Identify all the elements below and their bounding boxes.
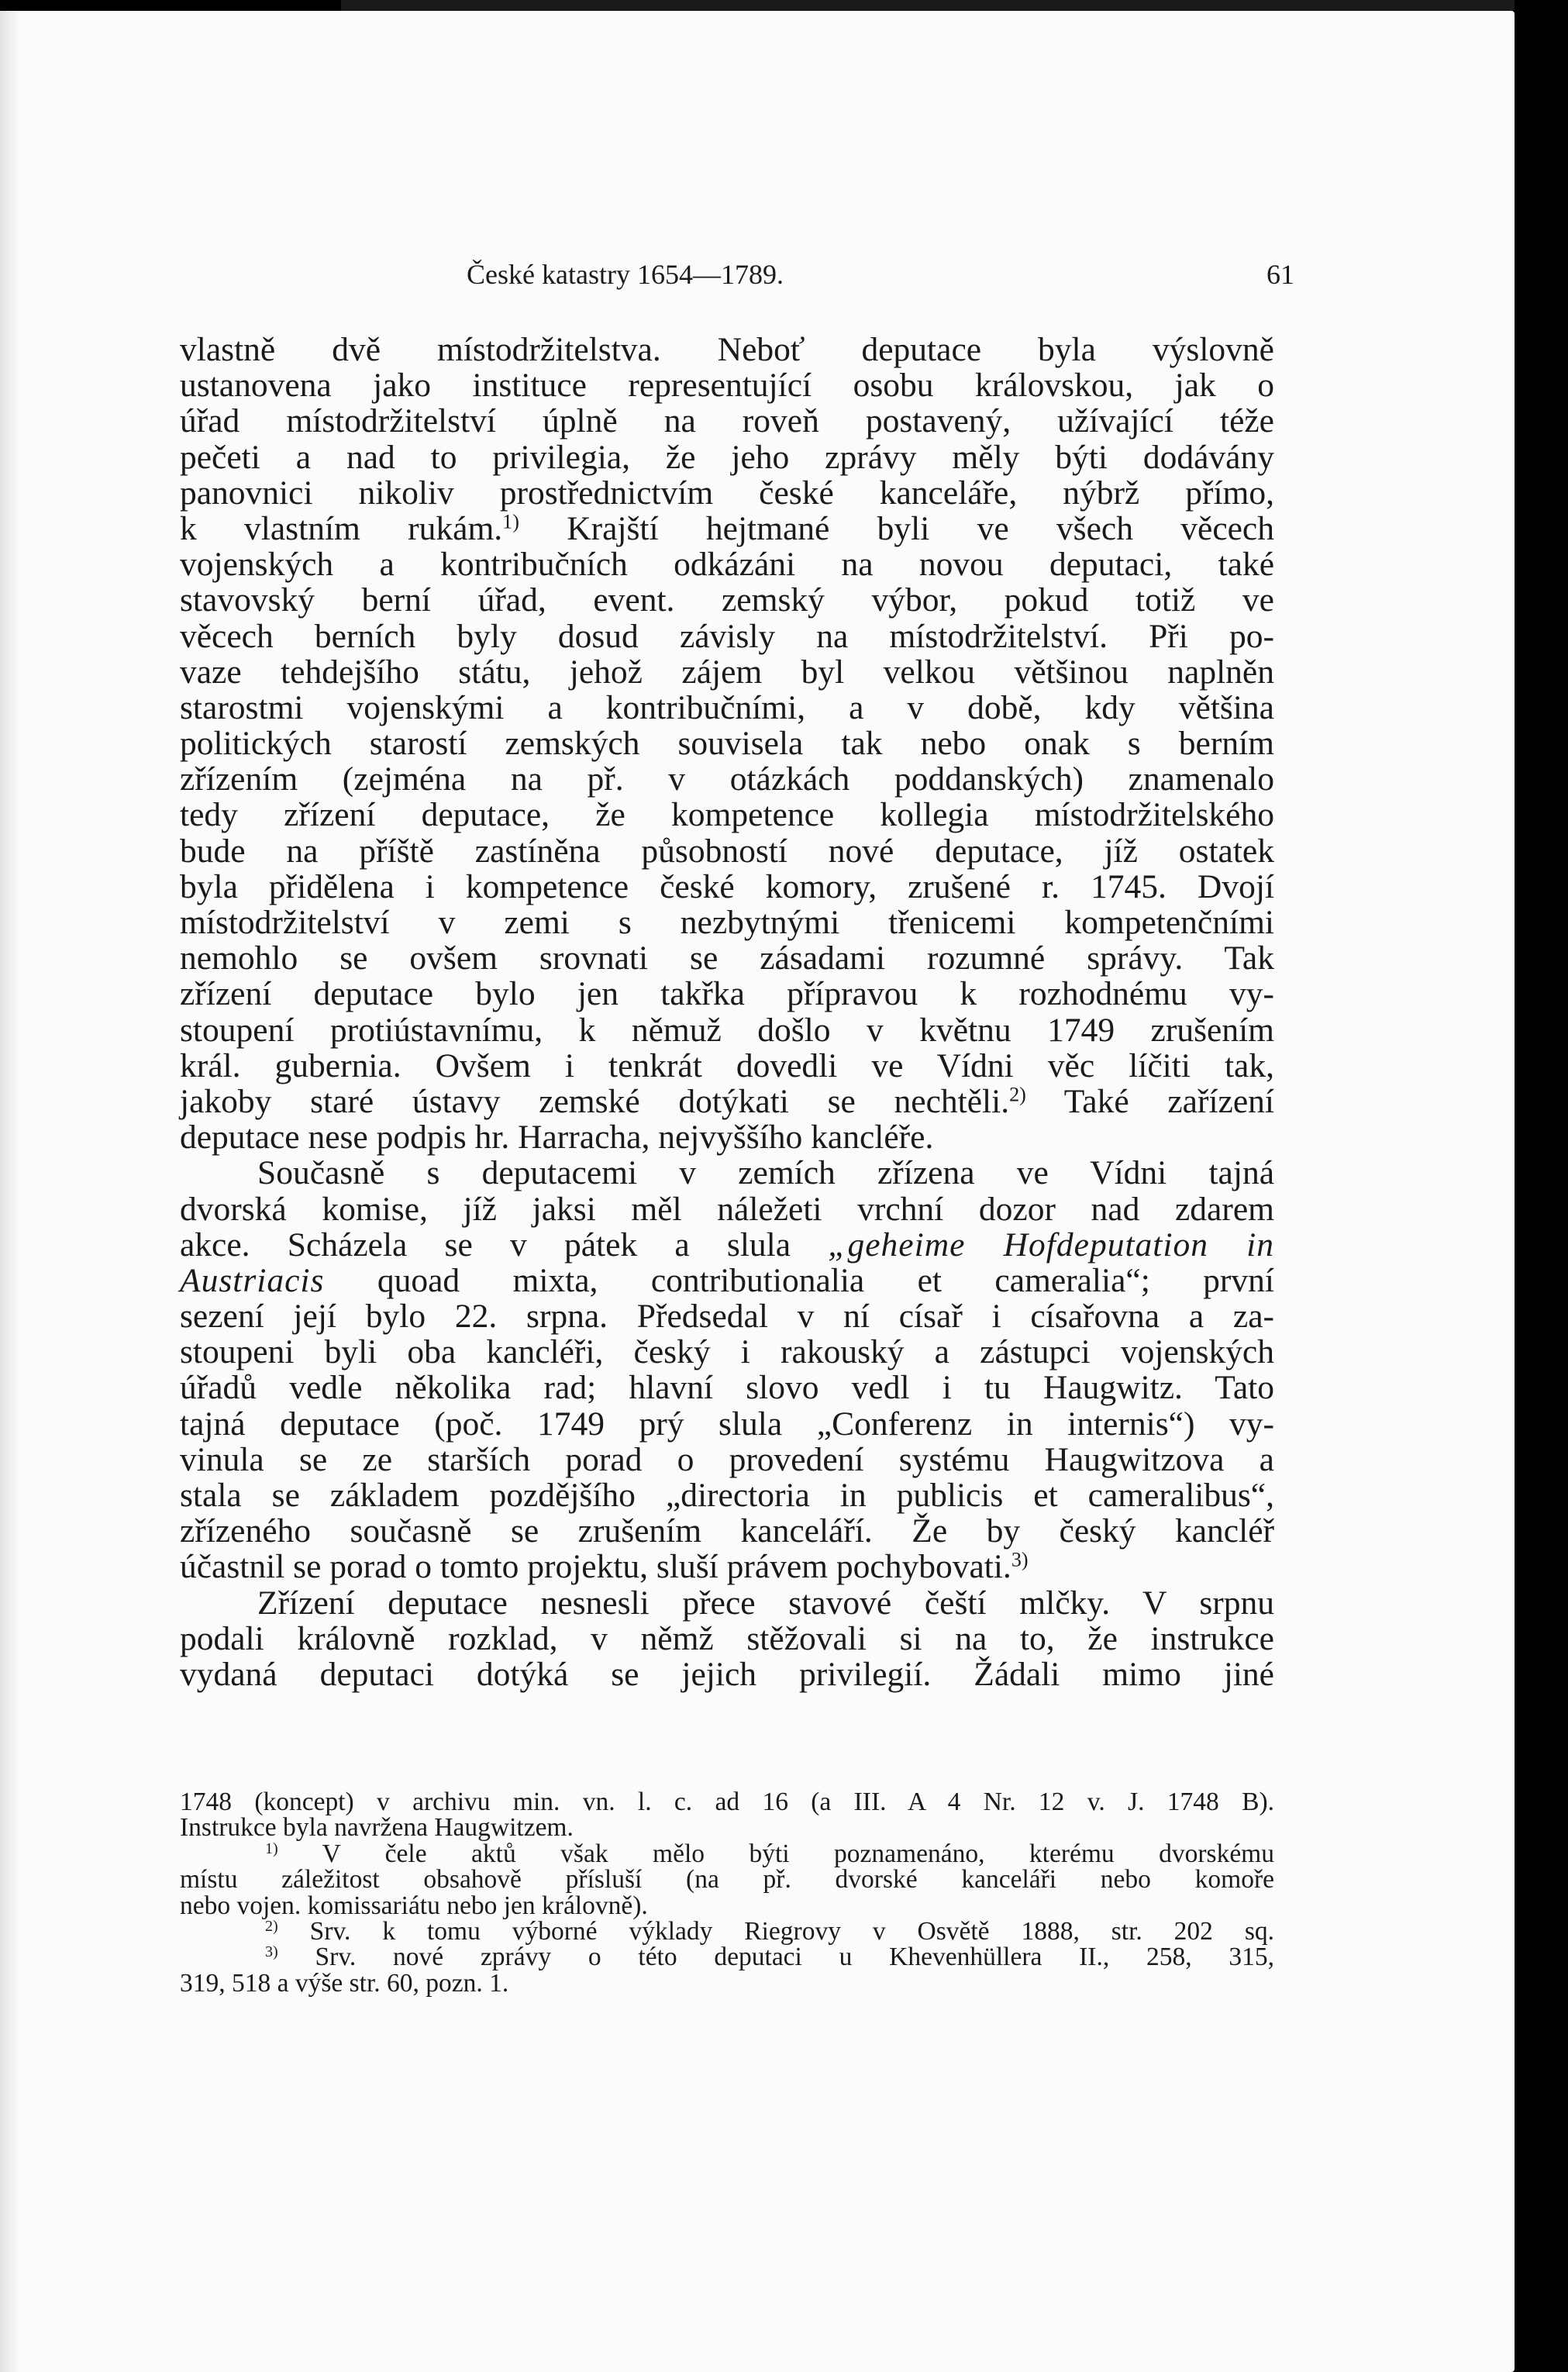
text-line: sezení její bylo 22. srpna. Předsedal v ní císař i císařovna a za- (180, 1298, 1274, 1336)
text-line: podali královně rozklad, v němž stěžovali si na to, že instrukce (180, 1619, 1274, 1657)
text-line: zřízení deputace bylo jen takřka přípravou k rozhodnému vy- (180, 975, 1274, 1013)
text-line: vaze tehdejšího státu, jehož zájem byl velkou většinou naplněn (180, 653, 1274, 691)
text-line: politických starostí zemských souvisela tak nebo onak s berním (180, 725, 1274, 763)
text-line: bude na příště zastíněna působností nové deputace, jíž ostatek (180, 832, 1274, 870)
text-line (180, 1227, 1274, 1263)
footnote-line (180, 1841, 1274, 1867)
footnote-line (180, 1944, 1274, 1970)
text-segment: účastnil se porad o tomto projektu, sluší právem pochybovati. (180, 1548, 1011, 1586)
page-edge-top (341, 0, 1515, 11)
text-line (180, 1549, 1274, 1584)
text-segment: k vlastním rukám. (180, 509, 503, 547)
text-segment: V čele aktů však mělo býti poznamenáno, kterému dvorskému (322, 1839, 1274, 1868)
footnote-line (180, 1916, 1274, 1946)
footnote-mark: 2) (1009, 1083, 1026, 1106)
footnote-mark: 1) (265, 1839, 278, 1857)
text-segment: Krajští hejtmané byli ve všech věcech (519, 509, 1274, 547)
text-line (180, 511, 1274, 546)
text-line: úřadů vedle několika rad; hlavní slovo vedl i tu Haugwitz. Tato (180, 1369, 1274, 1407)
text-line: nemohlo se ovšem srovnati se zásadami rozumné správy. Tak (180, 939, 1274, 977)
text-line: zřízeného současně se zrušením kanceláří. Že by český kancléř (180, 1512, 1274, 1550)
italic-title: Austriacis (180, 1261, 325, 1299)
footnote-mark: 2) (265, 1917, 278, 1935)
text-segment: Srv. k tomu výborné výklady Riegrovy v Osvětě 1888, str. 202 sq. (309, 1916, 1274, 1946)
text-line: pečeti a nad to privilegia, že jeho zprávy měly býti dodávány (180, 438, 1274, 476)
footnote-line: nebo vojen. komissariátu nebo jen královně). (180, 1891, 648, 1920)
page-number: 61 (1266, 259, 1294, 290)
page-spine-shadow (0, 11, 20, 2372)
text-line: úřad místodržitelství úplně na roveň postavený, užívající téže (180, 402, 1274, 440)
text-line: tedy zřízení deputace, že kompetence kollegia místodržitelského (180, 796, 1274, 834)
text-line: vlastně dvě místodržitelstva. Neboť deputace byla výslovně (180, 331, 1274, 368)
text-line: deputace nese podpis hr. Harracha, nejvyššího kancléře. (180, 1119, 934, 1157)
text-line: stala se základem pozdějšího „directoria in publicis et cameralibus“, (180, 1477, 1274, 1514)
text-line: byla přidělena i kompetence české komory, zrušené r. 1745. Dvojí (180, 867, 1274, 905)
text-segment: akce. Scházela se v pátek a slula (180, 1226, 829, 1264)
italic-title: „geheime Hofdeputation in (828, 1226, 1274, 1264)
text-line: tajná deputace (poč. 1749 prý slula „Conferenz in internis“) vy- (180, 1405, 1274, 1443)
text-line (180, 1263, 1274, 1298)
text-line: stoupeni byli oba kancléři, český i rakouský a zástupci vojenských (180, 1333, 1274, 1371)
text-line: Současně s deputacemi v zemích zřízena ve Vídni tajná (257, 1154, 1274, 1192)
footnote-mark: 3) (1011, 1549, 1029, 1572)
text-line: starostmi vojenskými a kontribučními, a v době, kdy většina (180, 688, 1274, 726)
running-title: České katastry 1654—1789. (467, 259, 784, 290)
text-line: stoupení protiústavnímu, k němuž došlo v květnu 1749 zrušením (180, 1011, 1274, 1049)
footnote-line: 1748 (koncept) v archivu min. vn. l. c. ad 16 (a III. A 4 Nr. 12 v. J. 1748 B). (180, 1788, 1274, 1816)
text-line (180, 1084, 1274, 1119)
text-line: ustanovena jako instituce representující osobu královskou, jak o (180, 367, 1274, 405)
footnotes (180, 1789, 1274, 1996)
text-line: vydaná deputaci dotýká se jejich privilegií. Žádali mimo jiné (180, 1655, 1274, 1693)
text-line: dvorská komise, jíž jaksi měl náležeti vrchní dozor nad zdarem (180, 1190, 1274, 1228)
text-segment: Srv. nové zprávy o této deputaci u Khevenhüllera II., 258, 315, (315, 1943, 1274, 1972)
running-header (180, 258, 1294, 295)
footnote-mark: 3) (265, 1943, 278, 1961)
text-line: vojenských a kontribučních odkázáni na novou deputaci, také (180, 546, 1274, 584)
footnote-line: místu záležitost obsahově přísluší (na př. dvorské kanceláři nebo komoře (180, 1865, 1274, 1894)
text-line: stavovský berní úřad, event. zemský výbor, pokud totiž ve (180, 581, 1274, 619)
text-line: věcech berních byly dosud závisly na místodržitelství. Při po- (180, 617, 1274, 655)
text-segment: quoad mixta, contributionalia et cameralia“; první (377, 1261, 1275, 1299)
text-line: místodržitelství v zemi s nezbytnými třenicemi kompetenčními (180, 904, 1274, 941)
footnote-line: Instrukce byla navržena Haugwitzem. (180, 1813, 574, 1843)
main-text (180, 332, 1274, 1692)
text-line: vinula se ze starších porad o provedení systému Haugwitzova a (180, 1440, 1274, 1478)
text-line: král. gubernia. Ovšem i tenkrát dovedli ve Vídni věc líčiti tak, (180, 1046, 1274, 1084)
text-segment: Také zařízení (1025, 1082, 1274, 1120)
text-line: zřízením (zejména na př. v otázkách poddanských) znamenalo (180, 760, 1274, 798)
footnote-mark: 1) (502, 510, 519, 533)
text-line: panovnici nikoliv prostřednictvím české kanceláře, nýbrž přímo, (180, 474, 1274, 512)
text-line: Zřízení deputace nesnesli přece stavové čeští mlčky. V srpnu (257, 1584, 1274, 1622)
footnote-line: 319, 518 a výše str. 60, pozn. 1. (180, 1968, 509, 1998)
text-segment: jakoby staré ústavy zemské dotýkati se nechtěli. (180, 1082, 1010, 1120)
